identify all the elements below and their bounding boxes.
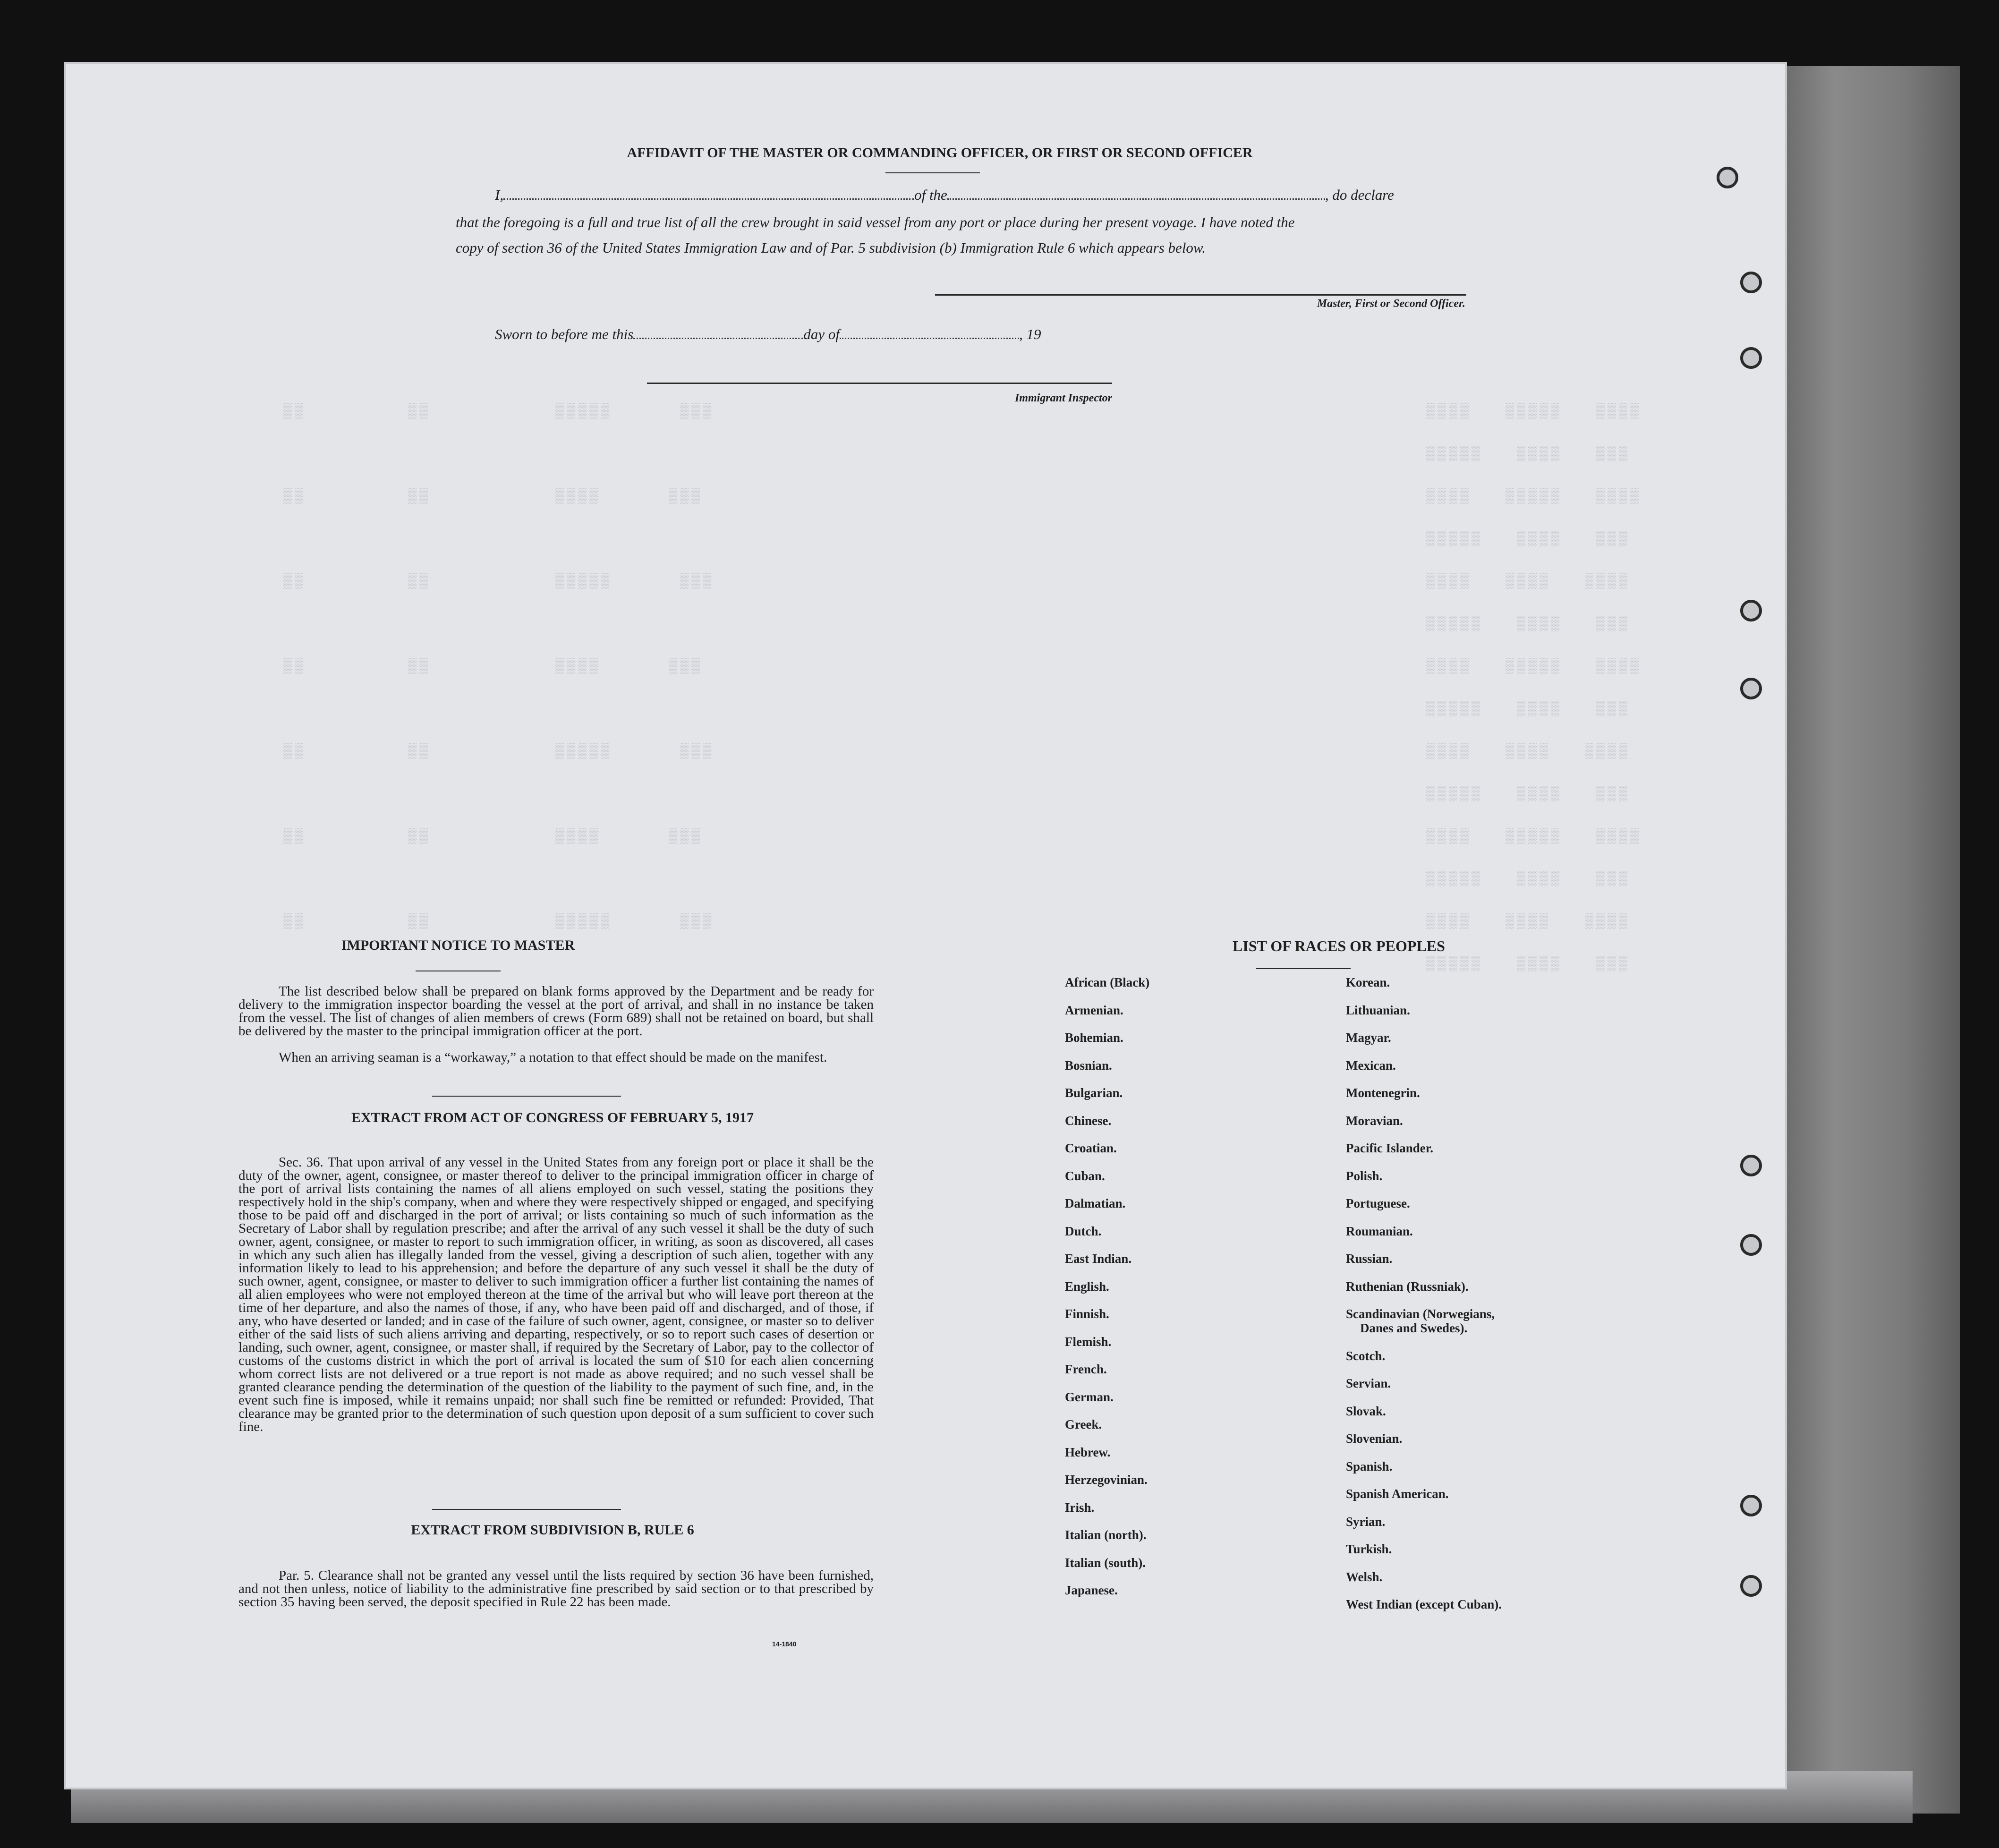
sworn-year: , 19 <box>1019 326 1041 342</box>
bleed-through-text: ▒▒▒▒▒ ▒▒▒▒ ▒▒▒ <box>1426 446 1631 462</box>
bleed-through-text: ▒▒ ▒▒ ▒▒▒▒ ▒▒▒ <box>283 489 703 505</box>
bleed-through-text: ▒▒▒▒▒ ▒▒▒▒ ▒▒▒ <box>1426 701 1631 717</box>
bleed-through-text: ▒▒▒▒ ▒▒▒▒ ▒▒▒▒ <box>1426 914 1631 930</box>
races-title: LIST OF RACES OR PEOPLES <box>1233 937 1445 954</box>
race-item: Scotch. <box>1346 1348 1386 1363</box>
punch-hole <box>1740 272 1762 293</box>
race-item: Russian. <box>1346 1252 1393 1266</box>
race-item: Polish. <box>1346 1168 1383 1183</box>
punch-hole <box>1740 678 1762 699</box>
bleed-through-text: ▒▒▒▒ ▒▒▒▒ ▒▒▒▒ <box>1426 574 1631 590</box>
inspector-label: Immigrant Inspector <box>1014 392 1112 404</box>
signature-line <box>935 294 1466 296</box>
race-item: Mexican. <box>1346 1058 1396 1073</box>
race-item: Danes and Swedes). <box>1360 1321 1468 1335</box>
race-item: East Indian. <box>1065 1252 1132 1266</box>
punch-hole <box>1740 1575 1762 1597</box>
race-item: Welsh. <box>1346 1569 1383 1584</box>
race-item: Pacific Islander. <box>1346 1141 1433 1155</box>
race-item: Servian. <box>1346 1376 1391 1390</box>
extract-rule-title: EXTRACT FROM SUBDIVISION B, RULE 6 <box>411 1522 694 1538</box>
bleed-through-text: ▒▒ ▒▒ ▒▒▒▒▒ ▒▒▒ <box>283 404 715 420</box>
races-divider <box>1256 968 1351 969</box>
race-item: German. <box>1065 1389 1114 1404</box>
race-item: Hebrew. <box>1065 1445 1111 1459</box>
sworn-line <box>495 326 1109 343</box>
bleed-through-text: ▒▒▒▒ ▒▒▒▒▒ ▒▒▒▒ <box>1426 829 1642 845</box>
race-item: Syrian. <box>1346 1514 1386 1529</box>
race-item: Dutch. <box>1065 1224 1102 1238</box>
bleed-through-text: ▒▒▒▒ ▒▒▒▒▒ ▒▒▒▒ <box>1426 404 1642 420</box>
bleed-through-text: ▒▒ ▒▒ ▒▒▒▒▒ ▒▒▒ <box>283 574 715 590</box>
race-item: Spanish. <box>1346 1459 1393 1473</box>
name-blank[interactable] <box>503 198 914 200</box>
punch-hole <box>1740 347 1762 369</box>
bleed-through-text: ▒▒▒▒ ▒▒▒▒▒ ▒▒▒▒ <box>1426 489 1642 505</box>
race-item: Italian (north). <box>1065 1528 1147 1542</box>
notice-paragraph-1: The list described below shall be prepared on blank forms approved by the Department and be ready for delivery to the immigration inspector boarding the vessel at the port of arrival, and shall in no instance be taken from the vessel. The list of changes of alien members of crews (Form 689) shall not be retained on board, but shall be delivered by the master to the principal immigration officer at the port. <box>238 984 874 1039</box>
affidavit-line-1 <box>495 187 1482 204</box>
sworn-prefix: Sworn to before me this <box>495 326 634 342</box>
race-item: Magyar. <box>1346 1030 1391 1045</box>
race-item: West Indian (except Cuban). <box>1346 1597 1502 1611</box>
affidavit-of-the: of the <box>914 187 947 203</box>
binding-edge <box>1780 66 1960 1814</box>
vessel-blank[interactable] <box>947 198 1325 200</box>
race-item: Croatian. <box>1065 1141 1117 1155</box>
punch-hole <box>1740 1155 1762 1176</box>
punch-hole <box>1740 600 1762 622</box>
punch-hole <box>1740 1234 1762 1256</box>
race-item: Cuban. <box>1065 1168 1105 1183</box>
notice-title: IMPORTANT NOTICE TO MASTER <box>341 937 575 953</box>
race-item: Slovenian. <box>1346 1431 1403 1446</box>
affidavit-line-3: copy of section 36 of the United States Immigration Law and of Par. 5 subdivision (b) Immigration Rule 6 which appears below. <box>456 239 1206 256</box>
race-item: Flemish. <box>1065 1334 1112 1349</box>
extract-act-text: Sec. 36. That upon arrival of any vessel in the United States from any foreign port or place it shall be the duty of the owner, agent, consignee, or master thereof to deliver to the principal immigration officer in charge of the port of arrival lists containing the names of all aliens employed on such vessel, stating the positions they respectively hold in the ship's company, when and where they were respectively shipped or engaged, and specifying those to be paid off and discharged in the port of arrival; or lists containing so much of such information as the Secretary of Labor shall by regulation prescribe; and after the arrival of any such vessel it shall be the duty of such owner, agent, consignee, or master to report to such immigration officer, in writing, as soon as discovered, all cases in which any such alien has illegally landed from the vessel, giving a description of such alien, together with any information likely to lead to his apprehension; and before the departure of any such vessel it shall be the duty of such owner, agent, consignee, or master to deliver to such immigration officer a further list containing the names of all alien employees who were not employed thereon at the time of the arrival but who will leave port thereon at the time of her departure, and also the names of those, if any, who have been paid off and discharged, and of those, if any, who have deserted or landed; and in case of the failure of such owner, agent, consignee, or master so to deliver either of the said lists of such aliens arriving and departing, respectively, or so to report such cases of desertion or landing, such owner, agent, consignee, or master shall, if required by the Secretary of Labor, pay to the collector of customs of the customs district in which the port of arrival is located the sum of $10 for each alien concerning whom correct lists are not delivered or a true report is not made as above required; and no such vessel shall be granted clearance pending the determination of the question of the liability to the payment of such fine, and, in the event such fine is imposed, while it remains unpaid; nor shall such fine be remitted or refunded: Provided, That clearance may be granted prior to the determination of such question upon deposit of a sum sufficient to cover such fine. <box>238 1155 874 1434</box>
bleed-through-text: ▒▒ ▒▒ ▒▒▒▒▒ ▒▒▒ <box>283 914 715 930</box>
race-item: French. <box>1065 1362 1107 1376</box>
title-divider <box>885 172 980 173</box>
month-blank[interactable] <box>840 338 1019 339</box>
race-item: Armenian. <box>1065 1003 1123 1017</box>
bleed-through-text: ▒▒ ▒▒ ▒▒▒▒ ▒▒▒ <box>283 659 703 675</box>
race-item: Slovak. <box>1346 1404 1386 1418</box>
affidavit-line-2: that the foregoing is a full and true list of all the crew brought in said vessel from any port or place during her present voyage. I have noted the <box>456 214 1295 230</box>
bleed-through-text: ▒▒ ▒▒ ▒▒▒▒ ▒▒▒ <box>283 829 703 845</box>
bleed-through-text: ▒▒▒▒▒ ▒▒▒▒ ▒▒▒ <box>1426 956 1631 972</box>
bleed-through-text: ▒▒▒▒▒ ▒▒▒▒ ▒▒▒ <box>1426 871 1631 887</box>
form-number: 14-1840 <box>772 1640 797 1648</box>
bleed-through-text: ▒▒ ▒▒ ▒▒▒▒▒ ▒▒▒ <box>283 744 715 760</box>
bleed-through-text: ▒▒▒▒ ▒▒▒▒ ▒▒▒▒ <box>1426 744 1631 760</box>
extract-act-title: EXTRACT FROM ACT OF CONGRESS OF FEBRUARY 5, 1917 <box>351 1110 754 1125</box>
race-item: Bulgarian. <box>1065 1086 1123 1100</box>
bleed-through-text: ▒▒▒▒▒ ▒▒▒▒ ▒▒▒ <box>1426 786 1631 802</box>
race-item: Lithuanian. <box>1346 1003 1410 1017</box>
race-item: Montenegrin. <box>1346 1086 1420 1100</box>
section-divider <box>432 1509 621 1510</box>
affidavit-title: AFFIDAVIT OF THE MASTER OR COMMANDING OFFICER, OR FIRST OR SECOND OFFICER <box>627 145 1253 161</box>
notice-paragraph-2: When an arriving seaman is a “workaway,” a notation to that effect should be made on the manifest. <box>279 1050 827 1065</box>
affidavit-declare: , do declare <box>1325 187 1394 203</box>
bleed-through-text: ▒▒▒▒ ▒▒▒▒▒ ▒▒▒▒ <box>1426 659 1642 675</box>
signature-label: Master, First or Second Officer. <box>1317 298 1465 310</box>
document-page <box>66 64 1785 1788</box>
race-item: Portuguese. <box>1346 1196 1410 1210</box>
punch-hole <box>1717 167 1738 188</box>
race-item: Korean. <box>1346 975 1390 989</box>
extract-rule-text: Par. 5. Clearance shall not be granted any vessel until the lists required by section 36 have been furnished, and not then unless, notice of liability to the administrative fine prescribed by said section or to that prescribed by section 35 having been served, the deposit specified in Rule 22 has been made. <box>238 1568 874 1610</box>
race-item: Irish. <box>1065 1500 1095 1515</box>
affidavit-i: I, <box>495 187 504 203</box>
race-item: Spanish American. <box>1346 1487 1449 1501</box>
race-item: Japanese. <box>1065 1583 1118 1597</box>
race-item: Bosnian. <box>1065 1058 1112 1073</box>
race-item: Roumanian. <box>1346 1224 1413 1238</box>
race-item: Herzegovinian. <box>1065 1473 1148 1487</box>
race-item: Dalmatian. <box>1065 1196 1126 1210</box>
sworn-day-of: day of <box>803 326 840 342</box>
race-item: Scandinavian (Norwegians, <box>1346 1307 1495 1321</box>
race-item: Turkish. <box>1346 1542 1392 1556</box>
race-item: Finnish. <box>1065 1307 1109 1321</box>
day-blank[interactable] <box>633 338 803 339</box>
punch-hole <box>1740 1495 1762 1516</box>
race-item: Ruthenian (Russniak). <box>1346 1279 1469 1294</box>
race-item: English. <box>1065 1279 1109 1294</box>
race-item: African (Black) <box>1065 975 1150 989</box>
race-item: Bohemian. <box>1065 1030 1123 1045</box>
race-item: Italian (south). <box>1065 1555 1146 1570</box>
race-item: Moravian. <box>1346 1113 1403 1128</box>
race-item: Chinese. <box>1065 1113 1112 1128</box>
bleed-through-text: ▒▒▒▒▒ ▒▒▒▒ ▒▒▒ <box>1426 616 1631 632</box>
section-divider <box>432 1096 621 1097</box>
inspector-signature-line <box>647 383 1112 384</box>
bleed-through-text: ▒▒▒▒▒ ▒▒▒▒ ▒▒▒ <box>1426 531 1631 547</box>
race-item: Greek. <box>1065 1417 1102 1431</box>
